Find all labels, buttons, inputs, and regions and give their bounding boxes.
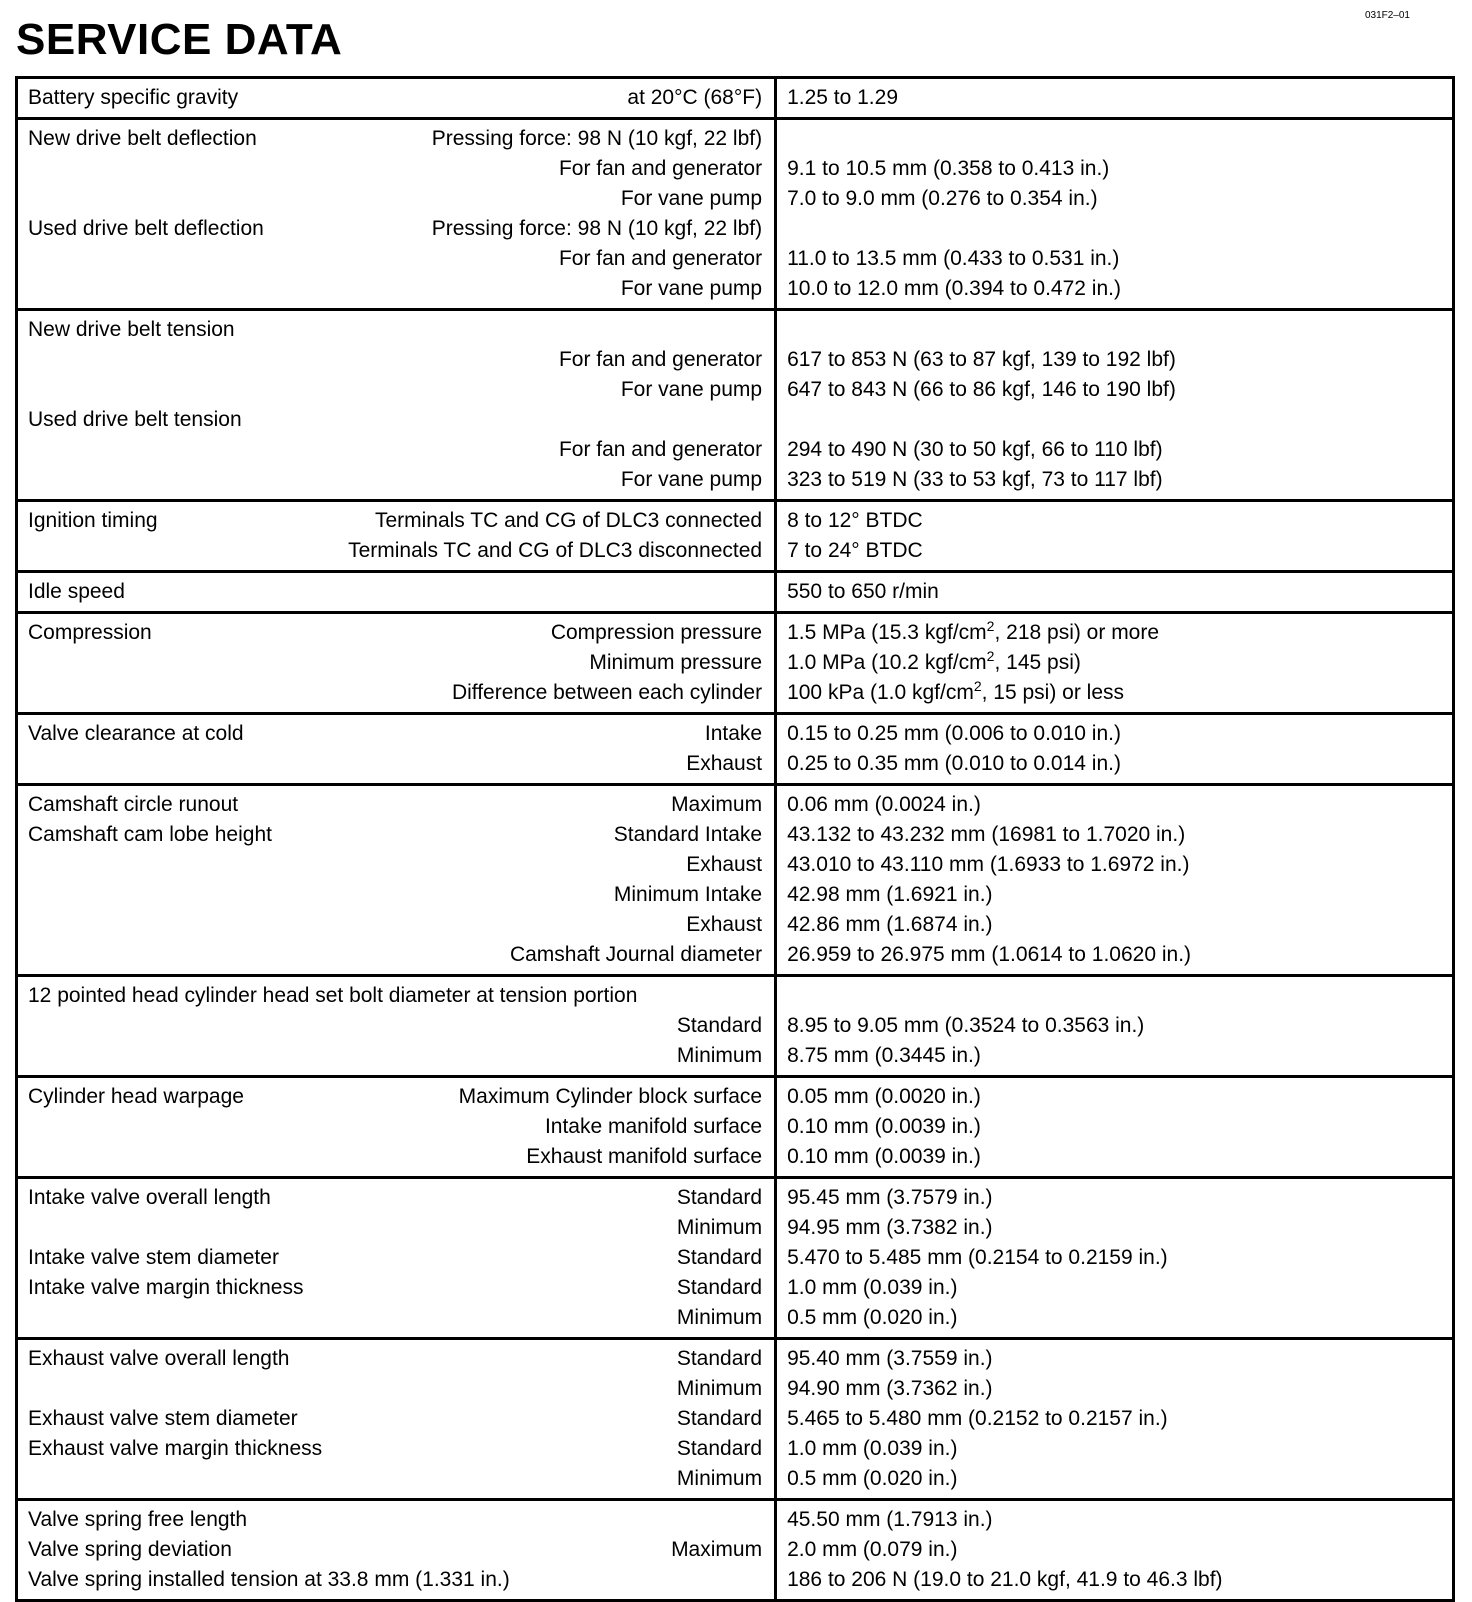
spec-condition: For vane pump [620,187,763,210]
spec-condition: For fan and generator [558,348,763,371]
spec-value-text: 95.45 mm (3.7579 in.) [787,1186,993,1209]
spec-condition: Exhaust manifold surface [526,1145,763,1168]
spec-condition: Minimum [676,1377,763,1400]
spec-value-text: 5.470 to 5.485 mm (0.2154 to 0.2159 in.) [787,1246,1168,1269]
spec-label: 12 pointed head cylinder head set bolt diameter at tension portion [28,984,638,1007]
spec-item-cell [17,572,776,613]
spec-line [28,124,762,154]
spec-item-cell [17,785,776,976]
spec-value [787,648,1440,678]
spec-condition: Standard [676,1014,763,1037]
spec-value-tail: , 218 psi) or more [994,621,1160,644]
spec-value [787,850,1440,880]
spec-label: Valve clearance at cold [28,722,244,745]
spec-label: Camshaft cam lobe height [28,823,272,846]
spec-value-cell [776,1339,1454,1500]
table-body [17,78,1454,1601]
spec-section [17,714,1454,785]
spec-value-cell [776,976,1454,1077]
spec-item-cell [17,1077,776,1178]
spec-item-cell [17,1500,776,1601]
spec-line [28,910,762,940]
spec-value-text: 186 to 206 N (19.0 to 21.0 kgf, 41.9 to 46.3 lbf) [787,1568,1223,1591]
spec-value-cell [776,78,1454,119]
spec-value-superscript: 2 [973,678,982,694]
spec-line [28,244,762,274]
spec-line [28,1344,762,1374]
spec-condition: Exhaust [686,853,763,876]
spec-line [28,274,762,304]
spec-value-text: 1.0 MPa (10.2 kgf/cm [787,651,987,674]
spec-line [28,577,762,607]
spec-value [787,345,1440,375]
spec-line [28,1535,762,1565]
spec-value [787,124,1440,154]
spec-value [787,536,1440,566]
spec-value [787,678,1440,708]
spec-value [787,1565,1440,1595]
spec-condition: For fan and generator [558,438,763,461]
spec-value [787,244,1440,274]
spec-value-text: 10.0 to 12.0 mm (0.394 to 0.472 in.) [787,277,1121,300]
spec-section [17,1339,1454,1500]
spec-value-text: 0.5 mm (0.020 in.) [787,1306,958,1329]
spec-label: Exhaust valve stem diameter [28,1407,298,1430]
spec-value-text: 0.10 mm (0.0039 in.) [787,1115,981,1138]
spec-label: Compression [28,621,152,644]
spec-section [17,1178,1454,1339]
spec-label: Ignition timing [28,509,158,532]
spec-line [28,465,762,495]
spec-label: Used drive belt tension [28,408,242,431]
spec-value-text: 5.465 to 5.480 mm (0.2152 to 0.2157 in.) [787,1407,1168,1430]
spec-line [28,719,762,749]
spec-line [28,1374,762,1404]
spec-value-text: 617 to 853 N (63 to 87 kgf, 139 to 192 lbf) [787,348,1176,371]
spec-line [28,648,762,678]
spec-label: Valve spring deviation [28,1538,232,1561]
spec-value-text: 94.90 mm (3.7362 in.) [787,1377,993,1400]
spec-condition: Difference between each cylinder [451,681,763,704]
spec-value [787,790,1440,820]
spec-condition: Standard [676,1186,763,1209]
spec-condition: Exhaust [686,913,763,936]
spec-line [28,618,762,648]
spec-value [787,1344,1440,1374]
spec-line [28,1505,762,1535]
spec-label: Intake valve stem diameter [28,1246,279,1269]
page-code: 031F2–01 [1364,10,1410,21]
spec-value [787,1041,1440,1071]
spec-value-text: 8.75 mm (0.3445 in.) [787,1044,981,1067]
spec-condition: For fan and generator [558,247,763,270]
spec-value-text: 1.0 mm (0.039 in.) [787,1437,958,1460]
spec-value-text: 11.0 to 13.5 mm (0.433 to 0.531 in.) [787,247,1120,270]
spec-section [17,1500,1454,1601]
spec-line [28,435,762,465]
spec-value-text: 0.25 to 0.35 mm (0.010 to 0.014 in.) [787,752,1121,775]
spec-value [787,1505,1440,1535]
spec-condition: at 20°C (68°F) [627,86,763,109]
spec-value-cell [776,1500,1454,1601]
spec-condition: Minimum [676,1467,763,1490]
spec-line [28,1041,762,1071]
spec-condition: Standard [676,1347,763,1370]
spec-value-text: 8.95 to 9.05 mm (0.3524 to 0.3563 in.) [787,1014,1145,1037]
spec-value [787,405,1440,435]
spec-section [17,613,1454,714]
spec-value [787,1213,1440,1243]
spec-line [28,154,762,184]
spec-value [787,1273,1440,1303]
spec-value-text: 26.959 to 26.975 mm (1.0614 to 1.0620 in.) [787,943,1192,966]
spec-condition: Terminals TC and CG of DLC3 connected [374,509,763,532]
spec-value [787,214,1440,244]
spec-value-text: 2.0 mm (0.079 in.) [787,1538,958,1561]
spec-line [28,345,762,375]
spec-condition: Minimum [676,1306,763,1329]
spec-value-tail: , 15 psi) or less [981,681,1125,704]
spec-line [28,405,762,435]
spec-value [787,1374,1440,1404]
spec-item-cell [17,119,776,310]
spec-item-cell [17,976,776,1077]
spec-value-text: 323 to 519 N (33 to 53 kgf, 73 to 117 lbf) [787,468,1163,491]
spec-value-superscript: 2 [986,648,995,664]
spec-item-cell [17,1178,776,1339]
spec-section [17,78,1454,119]
spec-label: Valve spring free length [28,1508,248,1531]
spec-value-text: 7.0 to 9.0 mm (0.276 to 0.354 in.) [787,187,1098,210]
spec-value-cell [776,785,1454,976]
spec-value [787,1183,1440,1213]
spec-value-text: 95.40 mm (3.7559 in.) [787,1347,993,1370]
spec-condition: Pressing force: 98 N (10 kgf, 22 lbf) [431,127,763,150]
spec-line [28,1112,762,1142]
spec-condition: For vane pump [620,378,763,401]
spec-value [787,465,1440,495]
spec-line [28,1142,762,1172]
spec-value-text: 43.010 to 43.110 mm (1.6933 to 1.6972 in.) [787,853,1190,876]
spec-condition: Standard [676,1246,763,1269]
spec-label: Valve spring installed tension at 33.8 mm (1.331 in.) [28,1568,510,1591]
spec-value-text: 0.10 mm (0.0039 in.) [787,1145,981,1168]
spec-condition: Camshaft Journal diameter [509,943,763,966]
spec-label: Intake valve overall length [28,1186,271,1209]
spec-line [28,214,762,244]
spec-condition: Standard [676,1407,763,1430]
spec-condition: Compression pressure [550,621,763,644]
spec-item-cell [17,714,776,785]
spec-value-text: 9.1 to 10.5 mm (0.358 to 0.413 in.) [787,157,1110,180]
spec-section [17,119,1454,310]
spec-condition: Minimum Intake [613,883,763,906]
spec-value-cell [776,119,1454,310]
spec-label: Intake valve margin thickness [28,1276,304,1299]
spec-value [787,506,1440,536]
spec-line [28,1565,762,1595]
spec-label: Used drive belt deflection [28,217,264,240]
spec-condition: For fan and generator [558,157,763,180]
spec-line [28,184,762,214]
spec-condition: Standard [676,1276,763,1299]
spec-value-cell [776,1077,1454,1178]
spec-value-text: 647 to 843 N (66 to 86 kgf, 146 to 190 lbf) [787,378,1176,401]
spec-value [787,1011,1440,1041]
spec-condition: Intake manifold surface [544,1115,763,1138]
spec-value-cell [776,310,1454,501]
spec-condition: Minimum [676,1216,763,1239]
spec-value [787,274,1440,304]
spec-value-cell [776,572,1454,613]
spec-value-tail: , 145 psi) [994,651,1081,674]
spec-value-text: 1.25 to 1.29 [787,86,899,109]
spec-value [787,719,1440,749]
spec-line [28,1082,762,1112]
spec-value [787,1082,1440,1112]
spec-line [28,83,762,113]
spec-condition: Intake [704,722,763,745]
spec-line [28,749,762,779]
spec-value-text: 1.0 mm (0.039 in.) [787,1276,958,1299]
page-title: SERVICE DATA [16,15,343,64]
spec-condition: Pressing force: 98 N (10 kgf, 22 lbf) [431,217,763,240]
spec-value-cell [776,501,1454,572]
spec-line [28,1464,762,1494]
spec-value [787,1404,1440,1434]
spec-value-text: 0.06 mm (0.0024 in.) [787,793,981,816]
spec-label: Idle speed [28,580,125,603]
spec-line [28,1404,762,1434]
spec-value [787,618,1440,648]
spec-label: Cylinder head warpage [28,1085,244,1108]
spec-value-text: 42.98 mm (1.6921 in.) [787,883,993,906]
spec-value-text: 42.86 mm (1.6874 in.) [787,913,993,936]
spec-label: Exhaust valve margin thickness [28,1437,323,1460]
spec-value-text: 0.05 mm (0.0020 in.) [787,1085,981,1108]
spec-condition: Minimum [676,1044,763,1067]
spec-condition: For vane pump [620,468,763,491]
spec-value [787,375,1440,405]
spec-section [17,976,1454,1077]
spec-line [28,1011,762,1041]
spec-value [787,435,1440,465]
spec-value-text: 0.15 to 0.25 mm (0.006 to 0.010 in.) [787,722,1121,745]
spec-line [28,375,762,405]
spec-value-text: 94.95 mm (3.7382 in.) [787,1216,993,1239]
spec-condition: Maximum [671,793,763,816]
spec-value-cell [776,714,1454,785]
spec-item-cell [17,1339,776,1500]
spec-value [787,940,1440,970]
spec-value [787,83,1440,113]
spec-value [787,1434,1440,1464]
spec-line [28,315,762,345]
spec-condition: Maximum Cylinder block surface [458,1085,763,1108]
spec-value [787,315,1440,345]
spec-label: Battery specific gravity [28,86,239,109]
spec-value [787,1112,1440,1142]
spec-value [787,880,1440,910]
spec-line [28,536,762,566]
spec-line [28,1303,762,1333]
spec-value-cell [776,1178,1454,1339]
spec-condition: Terminals TC and CG of DLC3 disconnected [348,539,763,562]
spec-line [28,1434,762,1464]
spec-line [28,1273,762,1303]
spec-value-text: 100 kPa (1.0 kgf/cm [787,681,974,704]
spec-value [787,577,1440,607]
spec-value [787,154,1440,184]
spec-line [28,678,762,708]
spec-line [28,940,762,970]
spec-item-cell [17,501,776,572]
spec-value [787,1142,1440,1172]
spec-value-text: 1.5 MPa (15.3 kgf/cm [787,621,987,644]
spec-line [28,820,762,850]
spec-line [28,981,762,1011]
spec-value-text: 0.5 mm (0.020 in.) [787,1467,958,1490]
spec-line [28,850,762,880]
spec-section [17,1077,1454,1178]
spec-line [28,1243,762,1273]
spec-value-superscript: 2 [986,618,995,634]
spec-label: New drive belt tension [28,318,235,341]
spec-value-cell [776,613,1454,714]
spec-condition: For vane pump [620,277,763,300]
spec-section [17,310,1454,501]
spec-value [787,1243,1440,1273]
service-data-table [15,76,1455,1602]
spec-value-text: 45.50 mm (1.7913 in.) [787,1508,993,1531]
spec-value-text: 7 to 24° BTDC [787,539,923,562]
spec-item-cell [17,78,776,119]
spec-value [787,1535,1440,1565]
spec-value [787,1464,1440,1494]
spec-line [28,1183,762,1213]
spec-value-text: 550 to 650 r/min [787,580,939,603]
spec-value [787,910,1440,940]
spec-value [787,1303,1440,1333]
spec-value [787,981,1440,1011]
spec-condition: Standard Intake [613,823,763,846]
spec-section [17,501,1454,572]
spec-value-text: 8 to 12° BTDC [787,509,923,532]
spec-condition: Standard [676,1437,763,1460]
spec-item-cell [17,310,776,501]
spec-condition: Exhaust [686,752,763,775]
spec-value-text: 43.132 to 43.232 mm (16981 to 1.7020 in.) [787,823,1186,846]
spec-label: New drive belt deflection [28,127,257,150]
spec-label: Camshaft circle runout [28,793,239,816]
spec-condition: Minimum pressure [589,651,763,674]
spec-value [787,820,1440,850]
spec-section [17,572,1454,613]
spec-section [17,785,1454,976]
spec-value [787,749,1440,779]
spec-line [28,790,762,820]
spec-line [28,1213,762,1243]
spec-value [787,184,1440,214]
spec-label: Exhaust valve overall length [28,1347,290,1370]
spec-value-text: 294 to 490 N (30 to 50 kgf, 66 to 110 lbf) [787,438,1163,461]
spec-condition: Maximum [671,1538,763,1561]
spec-line [28,506,762,536]
spec-item-cell [17,613,776,714]
spec-line [28,880,762,910]
